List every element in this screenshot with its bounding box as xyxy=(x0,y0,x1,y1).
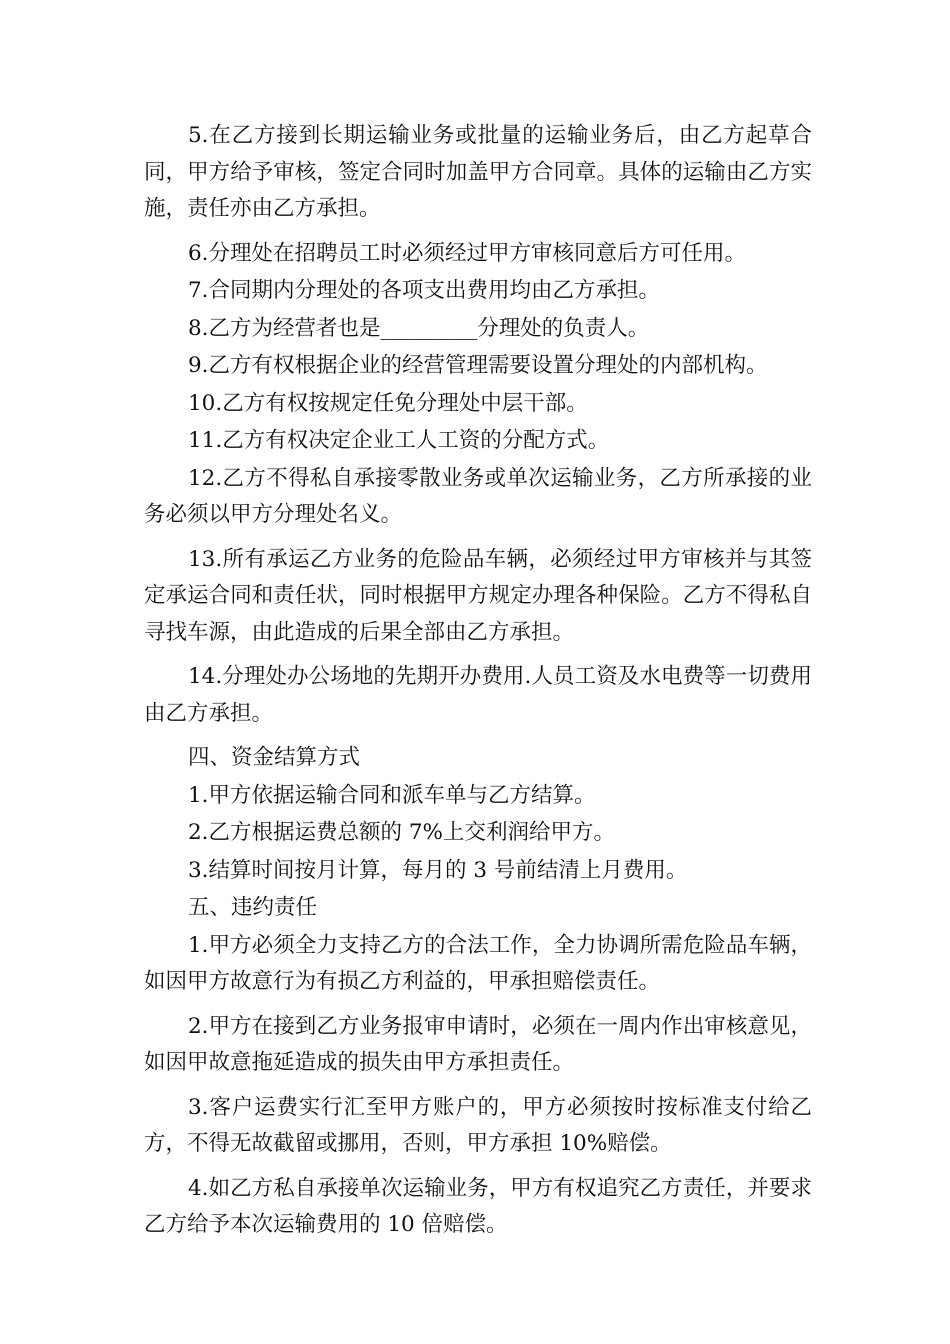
clause-11: 11.乙方有权决定企业工人工资的分配方式。 xyxy=(188,428,610,453)
clause-13: 13.所有承运乙方业务的危险品车辆，必须经过甲方审核并与其签定承运合同和责任状，同时根据甲方规定办理各种保险。乙方不得私自寻找车源，由此造成的后果全部由乙方承担。 xyxy=(144,546,812,645)
liability-item-3: 3.客户运费实行汇至甲方账户的，甲方必须按时按标准支付给乙方，不得无故截留或挪用，否则，甲方承担 10%赔偿。 xyxy=(144,1094,812,1156)
clause-10: 10.乙方有权按规定任免分理处中层干部。 xyxy=(188,390,588,416)
settlement-item-2: 2.乙方根据运费总额的 7%上交利润给甲方。 xyxy=(188,820,615,845)
settlement-item-1: 1.甲方依据运输合同和派车单与乙方结算。 xyxy=(188,782,596,808)
clause-5: 5.在乙方接到长期运输业务或批量的运输业务后，由乙方起草合同，甲方给予审核，签定合同时加盖甲方合同章。具体的运输由乙方实施，责任亦由乙方承担。 xyxy=(144,123,812,221)
clause-8: 8.乙方为经营者也是_________分理处的负责人。 xyxy=(188,315,650,341)
document-body xyxy=(144,118,812,1252)
clause-12: 12.乙方不得私自承接零散业务或单次运输业务，乙方所承接的业务必须以甲方分理处名义。 xyxy=(144,465,812,527)
section-heading-settlement: 四、资金结算方式 xyxy=(188,745,361,770)
liability-item-1: 1.甲方必须全力支持乙方的合法工作，全力协调所需危险品车辆，如因甲方故意行为有损乙方利益的，甲承担赔偿责任。 xyxy=(144,932,812,994)
section-heading-liability: 五、违约责任 xyxy=(188,895,318,920)
clause-9: 9.乙方有权根据企业的经营管理需要设置分理处的内部机构。 xyxy=(188,353,768,378)
settlement-item-3: 3.结算时间按月计算，每月的 3 号前结清上月费用。 xyxy=(188,857,688,883)
clause-14: 14.分理处办公场地的先期开办费用.人员工资及水电费等一切费用由乙方承担。 xyxy=(144,664,812,726)
liability-item-2: 2.甲方在接到乙方业务报审申请时，必须在一周内作出审核意见，如因甲故意拖延造成的损失由甲方承担责任。 xyxy=(144,1013,812,1075)
clause-7: 7.合同期内分理处的各项支出费用均由乙方承担。 xyxy=(188,278,661,303)
clause-6: 6.分理处在招聘员工时必须经过甲方审核同意后方可任用。 xyxy=(188,240,747,266)
liability-item-4: 4.如乙方私自承接单次运输业务，甲方有权追究乙方责任，并要求乙方给予本次运输费用的 10 倍赔偿。 xyxy=(144,1175,812,1237)
